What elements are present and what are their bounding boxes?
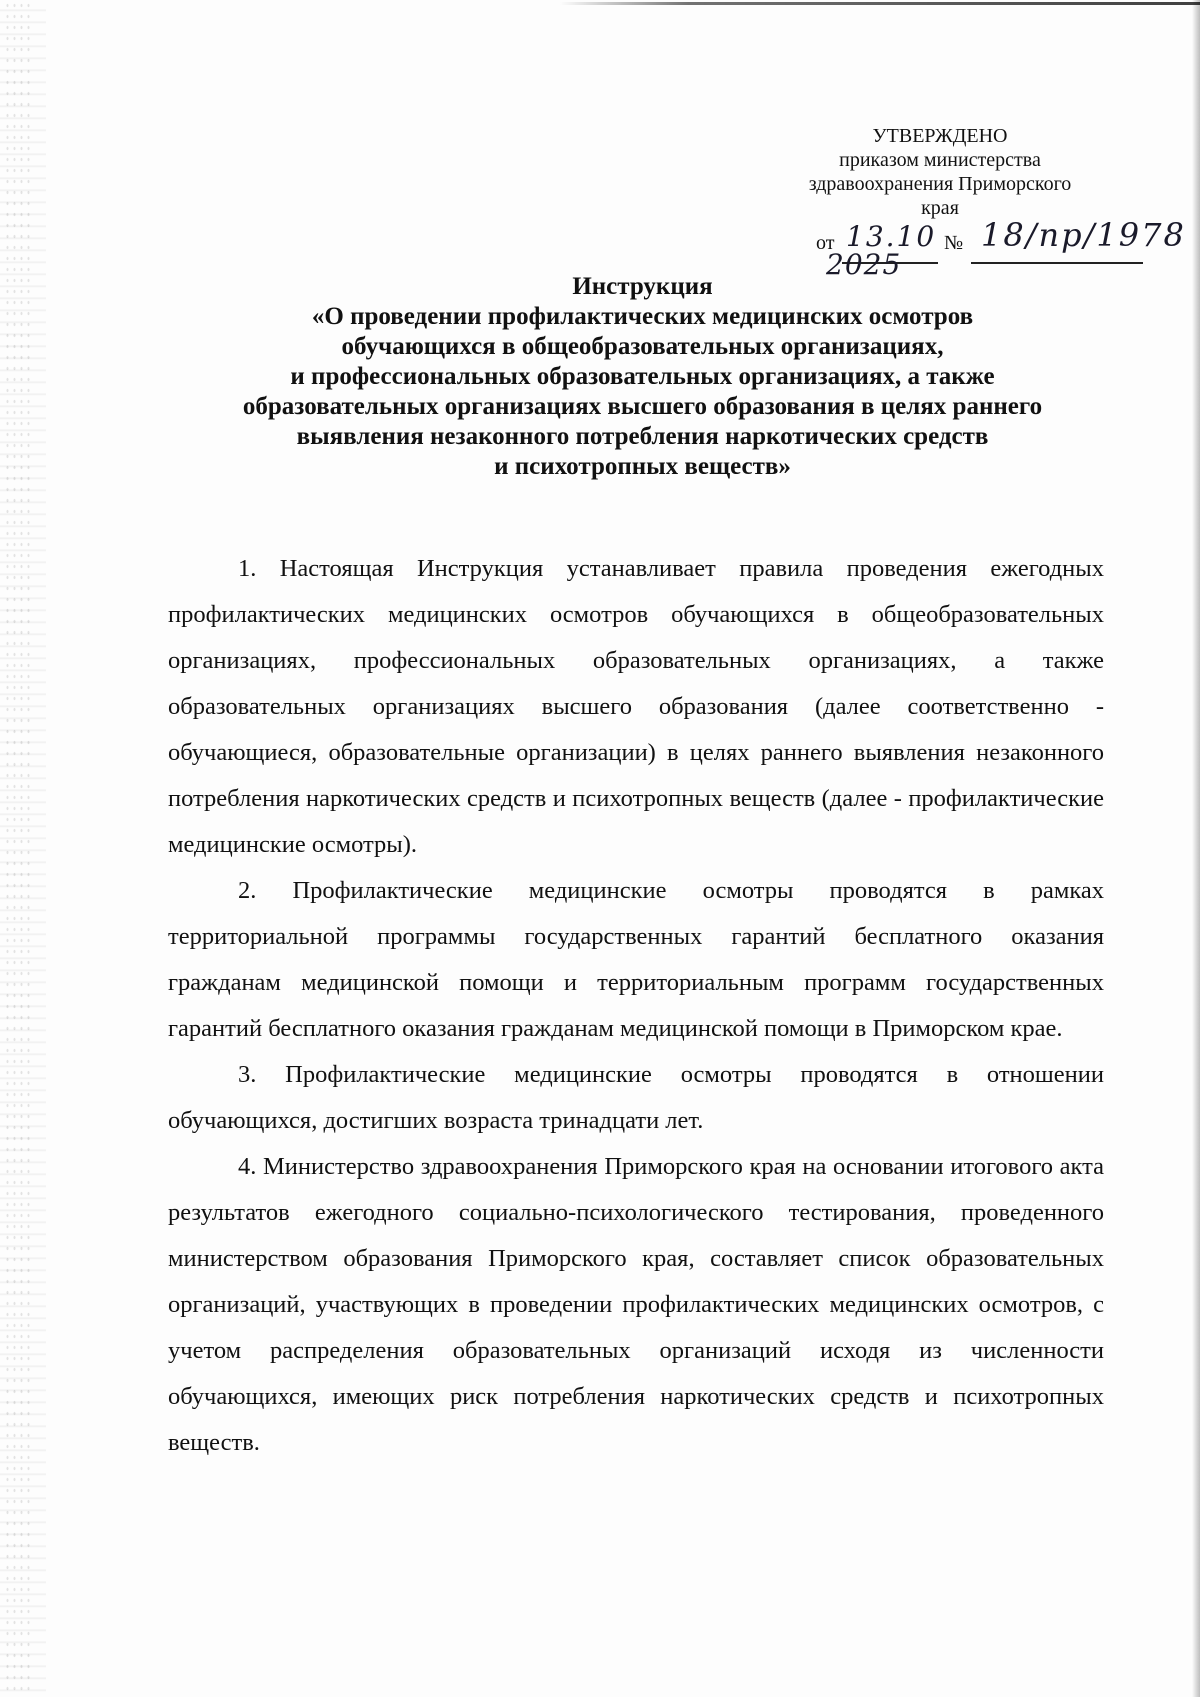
document-body [168, 546, 1104, 1466]
title-line: и профессиональных образовательных организациях, а также [290, 363, 995, 390]
approval-stamp-word: УТВЕРЖДЕНО [872, 125, 1008, 147]
number-label: № [944, 232, 964, 254]
title-line: выявления незаконного потребления наркотических средств [296, 423, 989, 450]
title-line: и психотропных веществ» [494, 453, 791, 480]
scan-artifact-top-line [560, 2, 1200, 5]
paragraph-3: 3. Профилактические медицинские осмотры проводятся в отношении обучающихся, достигших возраста тринадцати лет. [168, 1061, 1104, 1134]
paragraph-4: 4. Министерство здравоохранения Приморского края на основании итогового акта результатов ежегодного социально-психологического тестирования, проведенного министерством образования Приморского края, составляет список образовательных организаций, участвующих в проведении профилактических медицинских осмотров, с учетом распределения образовательных организаций исходя из численности обучающихся, имеющих риск потребления наркотических средств и психотропных веществ. [168, 1153, 1104, 1456]
handwritten-date: 13.10 [846, 220, 937, 253]
approval-line: края [921, 197, 959, 219]
approval-line: здравоохранения Приморского [808, 173, 1072, 195]
title-line: обучающихся в общеобразовательных организациях, [341, 333, 944, 360]
paragraph-1: 1. Настоящая Инструкция устанавливает правила проведения ежегодных профилактических медицинских осмотров обучающихся в общеобразовательных организациях, профессиональных образовательных организациях, а также образовательных организациях высшего образования (далее соответственно - обучающиеся, образовательные организации) в целях раннего выявления незаконного потребления наркотических средств и психотропных веществ (далее - профилактические медицинские осмотры). [168, 555, 1104, 858]
title-line: «О проведении профилактических медицинских осмотров [311, 303, 974, 330]
paragraph-2: 2. Профилактические медицинские осмотры проводятся в рамках территориальной программы государственных гарантий бесплатного оказания гражданам медицинской помощи и территориальным программ государственных гарантий бесплатного оказания гражданам медицинской помощи в Приморском крае. [168, 877, 1104, 1042]
approval-block [770, 124, 1110, 220]
approval-line: приказом министерства [839, 149, 1041, 171]
number-underline [971, 262, 1143, 264]
handwritten-year: 2025 [826, 248, 902, 281]
document-title [100, 272, 1185, 482]
scan-artifact-right-edge [1192, 0, 1200, 1697]
handwritten-order-number: 18/пр/1978 [981, 216, 1186, 254]
from-label: от [816, 232, 835, 254]
title-heading: Инструкция [572, 273, 713, 300]
title-line: образовательных организациях высшего образования в целях раннего [242, 393, 1043, 420]
scan-noise-left [4, 0, 34, 1697]
